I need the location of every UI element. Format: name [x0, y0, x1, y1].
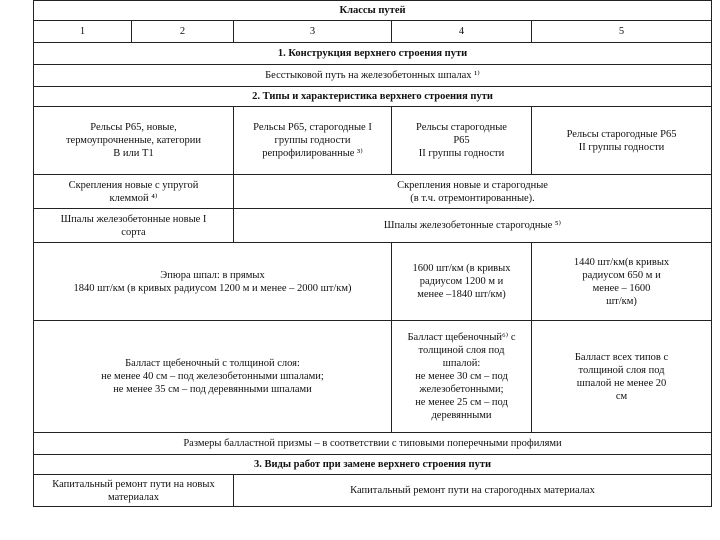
epure-class-5: 1440 шт/км(в кривых радиусом 650 м и менее – 1600 шт/км) [532, 243, 712, 321]
class-number-4: 4 [392, 21, 532, 43]
class-number-5: 5 [532, 21, 712, 43]
sleepers-class-1-2: Шпалы железобетонные новые I сорта [34, 209, 234, 243]
section1-row: Бесстыковой путь на железобетонных шпалах ¹⁾ [34, 65, 712, 87]
epure-class-4: 1600 шт/км (в кривых радиусом 1200 м и менее –1840 шт/км) [392, 243, 532, 321]
ballast-prism-row: Размеры балластной призмы – в соответствии с типовыми поперечными профилями [34, 433, 712, 455]
rails-class-3: Рельсы Р65, старогодные I группы годности репрофилированные ³⁾ [234, 107, 392, 175]
table-title: Классы путей [34, 1, 712, 21]
section3-title: 3. Виды работ при замене верхнего строения пути [34, 455, 712, 475]
works-class-1-2: Капитальный ремонт пути на новых материалах [34, 475, 234, 507]
works-class-3-5: Капитальный ремонт пути на старогодных материалах [234, 475, 712, 507]
epure-class-1-3: Эпюра шпал: в прямых 1840 шт/км (в кривых радиусом 1200 м и менее – 2000 шт/км) [34, 243, 392, 321]
fastenings-class-3-5: Скрепления новые и старогодные (в т.ч. отремонтированные). [234, 175, 712, 209]
ballast-class-5: Балласт всех типов с толщиной слоя под шпалой не менее 20 см [532, 321, 712, 433]
fastenings-class-1-2: Скрепления новые с упругой клеммой ⁴⁾ [34, 175, 234, 209]
ballast-class-4: Балласт щебеночный⁶⁾ с толщиной слоя под шпалой: не менее 30 см – под железобетонными; не менее 25 см – под деревянными [392, 321, 532, 433]
rails-class-4: Рельсы старогодные Р65 II группы годности [392, 107, 532, 175]
section2-title: 2. Типы и характеристика верхнего строения пути [34, 87, 712, 107]
track-classes-table [33, 0, 712, 507]
section1-title: 1. Конструкция верхнего строения пути [34, 43, 712, 65]
rails-class-5: Рельсы старогодные Р65 II группы годности [532, 107, 712, 175]
class-number-3: 3 [234, 21, 392, 43]
sleepers-class-3-5: Шпалы железобетонные старогодные ⁵⁾ [234, 209, 712, 243]
ballast-class-1-3: Балласт щебеночный с толщиной слоя: не менее 40 см – под железобетонными шпалами; не менее 35 см – под деревянными шпалами [34, 321, 392, 433]
class-number-1: 1 [34, 21, 132, 43]
rails-class-1-2: Рельсы Р65, новые, термоупрочненные, категории В или Т1 [34, 107, 234, 175]
class-number-2: 2 [132, 21, 234, 43]
